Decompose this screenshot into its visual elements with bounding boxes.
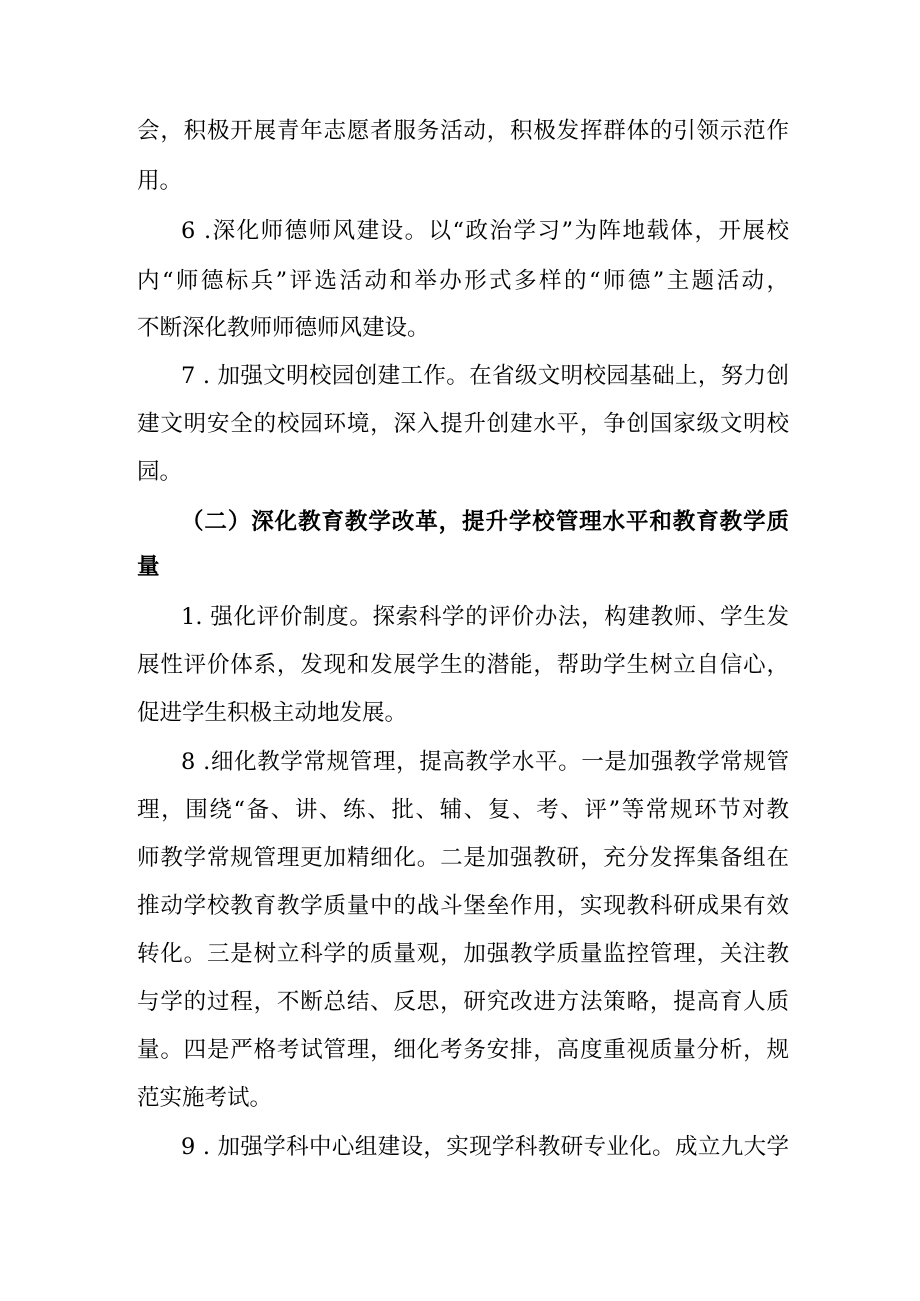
paragraph-5-line-1: 会，积极开展青年志愿者服务活动，积极发挥群体的引领示范作 bbox=[137, 118, 789, 144]
paragraph-8-line-6: 与学的过程，不断总结、反思，研究改进方法策略，提高育人质 bbox=[137, 989, 789, 1015]
paragraph-5-line-2: 用。 bbox=[137, 168, 183, 194]
paragraph-7-line-3: 园。 bbox=[137, 459, 183, 485]
paragraph-6-line-2: 内“师德标兵”评选活动和举办形式多样的“师德”主题活动， bbox=[137, 268, 789, 294]
paragraph-8-line-2: 理，围绕“备、讲、练、批、辅、复、考、评”等常规环节对教 bbox=[137, 797, 789, 823]
paragraph-6-line-1: 6 .深化师德师风建设。以“政治学习”为阵地载体，开展校 bbox=[181, 218, 789, 244]
paragraph-1-line-3: 促进学生积极主动地发展。 bbox=[137, 700, 408, 726]
paragraph-8-line-3: 师教学常规管理更加精细化。二是加强教研，充分发挥集备组在 bbox=[137, 845, 789, 871]
paragraph-8-line-8: 范实施考试。 bbox=[137, 1085, 273, 1111]
paragraph-6-line-3: 不断深化教师师德师风建设。 bbox=[137, 315, 430, 341]
paragraph-7-line-2: 建文明安全的校园环境，深入提升创建水平，争创国家级文明校 bbox=[137, 411, 789, 437]
paragraph-7-line-1: 7 . 加强文明校园创建工作。在省级文明校园基础上，努力创 bbox=[181, 363, 789, 389]
paragraph-1-line-1: 1. 强化评价制度。探索科学的评价办法，构建教师、学生发 bbox=[181, 604, 789, 630]
paragraph-8-line-1: 8 .细化教学常规管理，提高教学水平。一是加强教学常规管 bbox=[181, 749, 789, 775]
paragraph-8-line-7: 量。四是严格考试管理，细化考务安排，高度重视质量分析，规 bbox=[137, 1037, 789, 1063]
paragraph-9-line-1: 9 . 加强学科中心组建设，实现学科教研专业化。成立九大学 bbox=[181, 1134, 789, 1160]
paragraph-1-line-2: 展性评价体系，发现和发展学生的潜能，帮助学生树立自信心， bbox=[137, 652, 789, 678]
section-heading-line-1: （二）深化教育教学改革，提升学校管理水平和教育教学质 bbox=[181, 509, 789, 535]
paragraph-8-line-5: 转化。三是树立科学的质量观，加强教学质量监控管理，关注教 bbox=[137, 941, 789, 967]
section-heading-line-2: 量 bbox=[137, 554, 160, 580]
paragraph-8-line-4: 推动学校教育教学质量中的战斗堡垒作用，实现教科研成果有效 bbox=[137, 893, 789, 919]
